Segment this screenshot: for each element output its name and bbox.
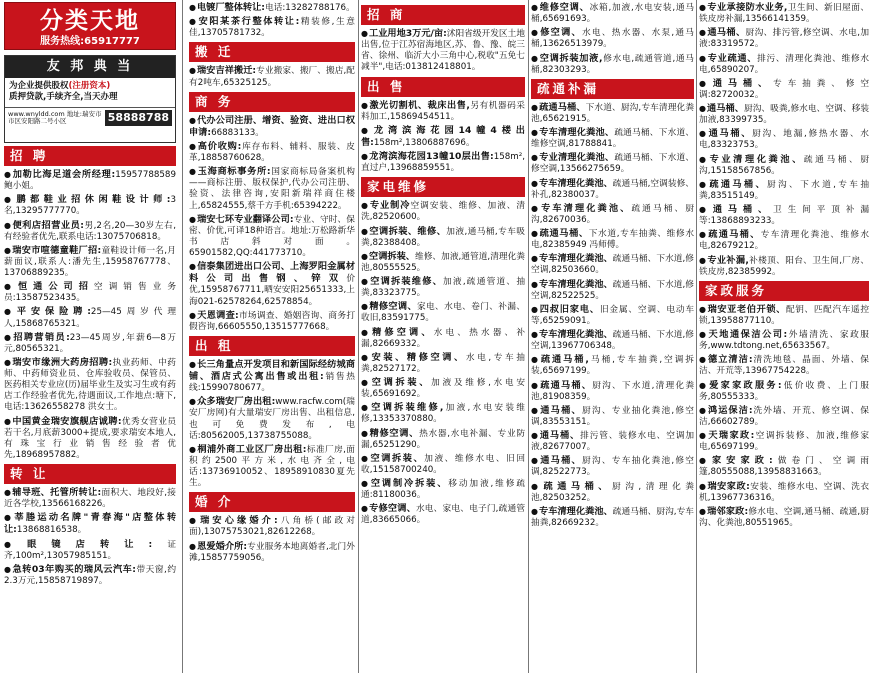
- listing-heading: ● 空调拆装、: [361, 251, 415, 262]
- classified-listing: [699, 154, 869, 177]
- listing-text: 158m²,直过户,13968859551。: [361, 152, 525, 174]
- classified-listing: [4, 332, 176, 355]
- listing-text: 面积大、地段好,接近各学校,13566168226。: [4, 488, 176, 510]
- advert-line1-red: (注册资本): [68, 81, 111, 91]
- listing-text: 3名,13295777770。: [4, 195, 176, 217]
- classified-listing: [531, 178, 694, 201]
- classified-listing: [189, 2, 355, 14]
- listing-text: 水电,专车抽粪,82527172。: [361, 352, 525, 374]
- listing-heading: ● 龙湾滨海花园13幢10层出售:: [361, 151, 494, 162]
- listing-text: 疏通马桶、厨沟,82670036。: [531, 203, 694, 225]
- listing-text: 优秀女营业员若干名,月底薪3000+提成,要求瑞安本地人,有珠宝行业销售经验者优先,18968957882。: [4, 416, 176, 460]
- listing-text: 修水电、空调,通马桶、疏通,厨沟、化粪池,80551965。: [699, 506, 869, 528]
- listing-text: 厨沟、下水道,清理化粪池,81908359。: [531, 380, 694, 402]
- listing-text: 沭阳省级开发区土地出售,位于江苏宿海地区,苏、鲁、豫、皖三省、徐州、临沂大小三角中心,税收"五免七减半",电话:013812418801。: [361, 29, 525, 73]
- classified-listing: [699, 53, 869, 76]
- listing-text: 精装修,生意佳,13705781732。: [189, 17, 355, 39]
- classified-listing: [699, 329, 869, 352]
- listing-heading: ● 天地通保洁公司:: [699, 329, 787, 340]
- classified-listing: [361, 377, 525, 400]
- column-divider: [528, 0, 529, 673]
- listing-text: 市场调查、婚姻咨询、商务打假咨询,66605550,13515777668。: [189, 310, 355, 332]
- listing-text: 修水电,疏通管道,通马桶,82303293。: [531, 53, 694, 75]
- listing-text: 水电、家电、电子门,疏通管道,83665066。: [361, 504, 525, 526]
- listing-heading: ● 鹏都鞋业招休闲鞋设计师:: [4, 194, 170, 205]
- listing-text: 疏通马桶、下水道、维修空调,81788841。: [531, 128, 694, 150]
- listing-heading: ● 瑞安心缘婚介:: [189, 515, 278, 526]
- listing-heading: ● 专车清理化粪池、: [531, 253, 613, 264]
- classified-listing: [531, 481, 694, 504]
- classified-listing: [361, 276, 525, 299]
- classified-listing: [531, 329, 694, 352]
- classified-listing: [189, 310, 355, 333]
- listing-heading: ● 安装、精修空调、: [361, 352, 466, 363]
- classified-listing: [531, 27, 694, 50]
- classified-listing: [189, 214, 355, 260]
- listing-text: 安装、维修水电、空调、洗衣机,13967736316。: [699, 481, 869, 503]
- classified-listing: [699, 455, 869, 478]
- listing-heading: ● 精修空调、: [361, 428, 419, 439]
- listing-heading: ● 家安家政:: [699, 455, 773, 466]
- listing-heading: ● 空调拆装、: [361, 453, 424, 464]
- classified-listing: [531, 430, 694, 453]
- listing-heading: ● 通马桶、: [531, 455, 582, 466]
- listing-text: 旧金属、空调、电动车等,65259091。: [531, 304, 694, 326]
- listing-heading: ● 桐浦外商工业区厂房出租:: [189, 444, 306, 455]
- listing-heading: ● 空调拆装维修、: [361, 276, 443, 287]
- listing-text: 卫生间平顶补漏等:13868893233。: [699, 205, 869, 227]
- classified-listing: [4, 220, 176, 243]
- listing-heading: ● 通马桶、: [699, 27, 746, 38]
- column-divider: [182, 0, 183, 673]
- listing-heading: ● 空调拆装、: [361, 377, 431, 388]
- listing-heading: ● 通马桶、: [531, 430, 580, 441]
- listing-text: 加液,水电安装维修,13353370880。: [361, 403, 525, 425]
- classified-listing: [189, 515, 355, 538]
- listing-text: 厨沟、专车抽化粪池,修空调,82522773。: [531, 456, 694, 478]
- listing-heading: ● 瑞邻家政:: [699, 506, 748, 517]
- listing-heading: ● 瑞安市缘洲大药房招聘:: [4, 357, 112, 368]
- listing-heading: ● 专业补漏,: [699, 255, 749, 266]
- listing-text: 15957788589 鲍小姐。: [4, 170, 176, 192]
- classified-listing: [699, 430, 869, 453]
- classified-listing: [361, 478, 525, 501]
- listing-heading: ● 急转03年购买的瑞风云汽车:: [4, 564, 136, 575]
- listing-heading: ● 疏通马桶、: [531, 481, 612, 492]
- listing-text: 标准厂房,面积约2500平方米,水电齐全,电话:13736910052、18958910830夏先生。: [189, 444, 355, 489]
- listing-text: 童鞋设计师一名,月薪面议,联系人:潘先生,15958767778、13706889235。: [4, 245, 176, 278]
- section-header: 转 让: [4, 464, 176, 484]
- advert-address: www.wnyldd.com 地址:瑞安市市区安阳路二号小区: [8, 109, 102, 126]
- classified-listing: [699, 255, 869, 278]
- column-5: [699, 2, 869, 531]
- listing-text: 八角桥(邮政对面),13075753021,82612268。: [189, 516, 355, 538]
- listing-heading: ● 四叔旧家电、: [531, 304, 600, 315]
- classified-listing: [699, 2, 869, 25]
- listing-text: 加液,疏通管道、抽粪,83323775。: [361, 277, 525, 299]
- column-4: [531, 2, 694, 531]
- listing-heading: ● 瑞安七环专业翻译公司:: [189, 214, 294, 225]
- listing-text: 排污管、装修水电、空调加液,82677007。: [531, 431, 694, 453]
- classified-listing: [189, 359, 355, 394]
- advert-phone: 58888788: [105, 110, 172, 126]
- listing-text: 158m²,13806887696。: [373, 137, 475, 148]
- classified-listing: [531, 304, 694, 327]
- listing-text: 销售热线:15990780677。: [189, 372, 355, 394]
- listing-text: 加液、维修水电、旧回收,15158700240。: [361, 453, 525, 475]
- listing-text: 男,2名,20—30岁左右,有经验者优先,联系电话:13075706818。: [4, 220, 176, 242]
- listing-text: 执业药师、中药师、中药师资业员、仓库验收员、保管员、医药相关专业应(历)届毕业生及实习生或有药店工作经验者优先,待遇面议,工作地点:塘下,电话:13626558278 洪女士。: [4, 357, 176, 413]
- classified-listing: [361, 352, 525, 375]
- listing-text: 专业服务本地离婚者,北门外滩,15857759056。: [189, 541, 355, 563]
- classified-listing: [699, 103, 869, 126]
- classified-listing: [699, 128, 869, 151]
- advert-line1: 为企业提供股权: [9, 81, 69, 91]
- listing-heading: ● 通马桶、: [531, 405, 582, 416]
- classified-listing: [189, 65, 355, 88]
- section-header: 出 售: [361, 77, 525, 97]
- listing-heading: ● 辅导班、托管所转让:: [4, 487, 101, 498]
- classified-listing: [361, 503, 525, 526]
- listing-text: 另有机器码采料加工,15869454511。: [361, 100, 525, 122]
- listing-heading: ● 通马桶、: [699, 103, 744, 114]
- classified-listing: [361, 402, 525, 425]
- listing-heading: ● 恩爱婚介所:: [189, 541, 247, 552]
- classified-listing: [699, 354, 869, 377]
- listing-text: 空调销售业务员:13587523435。: [4, 282, 176, 304]
- listing-text: 电话:13282788176。: [264, 3, 355, 13]
- listing-heading: ● 通马桶、: [699, 204, 773, 215]
- listing-text: 厨沟、下水道,专车抽粪,83515149。: [699, 179, 869, 201]
- listing-heading: ● 精修空调、: [361, 327, 434, 338]
- listing-text: 卫生间、新旧屋面、铁皮房补漏,13566141359。: [699, 3, 869, 25]
- listing-heading: ● 玉海商标事务所:: [189, 166, 271, 177]
- listing-heading: ● 空调拆装维修,: [361, 402, 443, 413]
- section-header: 招 聘: [4, 146, 176, 166]
- listing-heading: ● 平安保险聘:: [4, 306, 91, 317]
- listing-heading: ● 专车清理化粪池、: [531, 127, 614, 138]
- listing-text: 厨沟、专业抽化粪池,修空调,83553151。: [531, 405, 694, 427]
- classified-listing: [189, 166, 355, 212]
- listing-text: 下水道,专车抽粪、维修水电,82385949 冯师傅。: [531, 229, 694, 251]
- listing-heading: ● 通马桶、: [699, 78, 773, 89]
- listing-heading: ● 便利店招营业员:: [4, 220, 84, 231]
- listing-heading: ● 眼镜店转让:: [4, 539, 152, 550]
- listing-heading: ● 疏通马桶、: [699, 179, 767, 190]
- classified-listing: [189, 396, 355, 442]
- classified-listing: [189, 444, 355, 490]
- listing-heading: ● 疏通马桶、: [699, 229, 761, 240]
- classified-listing: [189, 261, 355, 308]
- listing-text: 带天窗,约2.3万元,15858719897。: [4, 564, 176, 586]
- classified-listing: [531, 455, 694, 478]
- listing-text: 厨沟、排污管,修空调、水电,加液:83319572。: [699, 28, 869, 50]
- listing-heading: ● 疏通马桶、: [531, 102, 586, 113]
- section-header: 搬 迁: [189, 42, 355, 62]
- listing-heading: ● 瑞安市喧德童鞋厂招:: [4, 245, 101, 256]
- listing-text: 洗外墙、开荒、修空调、保洁,66602789。: [699, 405, 869, 427]
- listing-heading: ● 专车清理化粪池、: [531, 279, 613, 290]
- listing-text: 疏通马桶、下水道,修空调,82522525。: [531, 279, 694, 301]
- listing-text: 25—45周岁代理人,15868765321。: [4, 307, 176, 329]
- classified-listing: [361, 428, 525, 451]
- listing-text: 厨沟,清理化粪池,82503252。: [531, 481, 694, 503]
- listing-heading: ● 修空调、: [531, 27, 582, 38]
- listing-heading: ● 疏通马桶、: [531, 380, 592, 391]
- listing-heading: ● 龙湾滨海花园14幢4楼出售:: [361, 125, 525, 148]
- listing-text: 低价收费、上门服务,80555333。: [699, 380, 869, 402]
- listing-text: 加液及维修,水电安装,65691692。: [361, 378, 525, 400]
- listing-heading: ● 加勒比海足道会所经理:: [4, 169, 115, 180]
- listing-heading: ● 专车清理化粪池、: [531, 506, 613, 517]
- classified-listing: [531, 506, 694, 529]
- classified-listing: [531, 102, 694, 125]
- classified-listing: [4, 281, 176, 304]
- classified-listing: [361, 301, 525, 324]
- listing-heading: ● 安阳某茶行整体转让:: [189, 16, 299, 27]
- classified-listing: [361, 200, 525, 223]
- classified-listing: [4, 564, 176, 587]
- column-divider: [358, 0, 359, 673]
- listing-text: 疏通马桶、下水道、修空调,13566275659。: [531, 153, 694, 175]
- listing-heading: ● 疏通马桶,: [531, 354, 589, 365]
- listing-heading: ● 专业承接防水业务,: [699, 2, 787, 13]
- listing-text: 补楼顶、阳台、卫生间,厂房、铁皮房,82385992。: [699, 255, 869, 277]
- classified-listing: [531, 2, 694, 25]
- advert-title: 友 邦 典 当: [5, 56, 175, 78]
- listing-text: 23—45周岁,年薪6—8万元,80565321。: [4, 332, 176, 354]
- listing-text: 厨沟、地漏,修热水器、水电,83323753。: [699, 129, 869, 151]
- listing-heading: ● 专业疏通、: [699, 53, 757, 64]
- listing-text: 维修、加液,通管道,清理化粪池,80555525。: [361, 251, 525, 273]
- listing-text: 专车清理化粪池、维修水电,82679212。: [699, 230, 869, 252]
- classified-listing: [189, 141, 355, 164]
- section-header: 商 务: [189, 92, 355, 112]
- classified-listing: [361, 151, 525, 174]
- listing-text: 下水道、厨沟,专车清理化粪池,65621915。: [531, 102, 694, 124]
- listing-text: 水电、热水器、水泵,通马桶,13626513979。: [531, 28, 694, 50]
- listing-text: 库存布料、辅料、服装、皮革,18858760628。: [189, 141, 355, 163]
- classified-listing: [189, 16, 355, 39]
- listing-heading: ● 空调制冷拆装、: [361, 478, 448, 489]
- listing-text: 疏通马桶,空调装修、补孔,82380037。: [531, 178, 694, 200]
- classified-listing: [699, 405, 869, 428]
- classified-listing: [699, 304, 869, 327]
- listing-text: 水电、热水器、补漏,82669332。: [361, 327, 525, 349]
- listing-heading: ● 莘塍运动名牌"青春海"店整体转让:: [4, 512, 176, 535]
- listing-heading: ● 瑞安家政:: [699, 481, 750, 492]
- classified-listing: [699, 179, 869, 202]
- listing-heading: ● 维修空调、: [531, 2, 590, 13]
- column-3: [361, 2, 525, 529]
- classified-listing: [4, 194, 176, 217]
- classified-listing: [361, 125, 525, 149]
- classified-listing: [361, 226, 525, 249]
- listing-text: 66883133。: [211, 127, 264, 138]
- listing-heading: ● 专车清理化粪池、: [531, 178, 613, 189]
- listing-text: 配钥、匹配汽车遥控锁,13958877110。: [699, 304, 869, 326]
- listing-text: 做卷门、空调雨篷,80555088,13958831663。: [699, 456, 869, 478]
- classified-listing: [531, 152, 694, 175]
- listing-text: 移动加液,维修疏通:81180036。: [361, 479, 525, 501]
- listing-text: 清洗地毯、晶面、外墙、保洁、开荒等,13967754228。: [699, 355, 869, 377]
- classified-listing: [361, 251, 525, 274]
- listing-text: 疏通马桶、厨沟,15158567856。: [699, 154, 869, 176]
- listing-heading: ● 长三角量点开发项目和新国际经纺城商铺、酒店式公寓出售或出租:: [189, 359, 355, 382]
- page-title: 分类天地: [40, 7, 140, 34]
- advert-body: [5, 78, 175, 107]
- listing-heading: ● 专车清理化粪池、: [531, 203, 631, 214]
- listing-text: 外墙清洗、家政服务,www.tdtong.net,65633567。: [699, 330, 869, 352]
- listing-heading: ● 专业制冷: [361, 200, 410, 211]
- listing-heading: ● 空调拆装加液,: [531, 53, 603, 64]
- listing-heading: ● 高价收购:: [189, 141, 241, 152]
- listing-text: 空调安装、维修、加液、清洗,82520600。: [361, 201, 525, 223]
- advert-line2: 质押贷款,手续齐全,当天办理: [9, 92, 118, 103]
- classified-listing: [189, 541, 355, 564]
- section-header: 疏通补漏: [531, 79, 694, 99]
- listing-text: 马桶,专车抽粪,空调拆装,65697199。: [531, 355, 694, 377]
- listing-text: 专业搬家、搬厂、搬店,配有2吨车,65325125。: [189, 66, 355, 88]
- listing-heading: ● 招聘营销员:: [4, 332, 70, 343]
- classified-listing: [699, 204, 869, 227]
- classified-listing: [4, 357, 176, 414]
- pawnshop-advert: [4, 55, 176, 143]
- listing-heading: ● 电镀厂整体转让:: [189, 2, 265, 13]
- listing-heading: ● 通马桶、: [699, 128, 752, 139]
- classified-listing: [4, 169, 176, 192]
- listing-heading: ● 专车清理化粪池、: [531, 329, 613, 340]
- classified-listing: [699, 481, 869, 504]
- classified-listing: [4, 306, 176, 329]
- listing-heading: ● 激光切割机、裁床出售,: [361, 100, 470, 111]
- section-header: 出 租: [189, 336, 355, 356]
- column-2: [189, 2, 355, 566]
- listing-heading: ● 天瑞家政:: [699, 430, 754, 441]
- listing-text: 专车抽粪、修空调:82720032。: [699, 78, 869, 100]
- classified-listing: [531, 228, 694, 251]
- classified-listing: [4, 539, 176, 562]
- listing-text: 家电、水电、卷门、补漏、收旧,83591775。: [361, 302, 525, 324]
- classified-listing: [531, 127, 694, 150]
- listing-heading: ● 德立清洁:: [699, 354, 753, 365]
- listing-text: 证齐,100m²,13057985151。: [4, 539, 176, 561]
- listing-text: 价优,15958767711,晒安安阳25651333,上海021-62578264,62578854。: [189, 274, 355, 307]
- classified-listing: [361, 28, 525, 74]
- listing-heading: ● 瑞安吉祥搬迁:: [189, 65, 256, 76]
- listing-heading: ● 爱家家政服务:: [699, 380, 782, 391]
- listing-heading: ● 鸿运保洁:: [699, 405, 753, 416]
- classified-listing: [531, 279, 694, 302]
- classified-listing: [531, 354, 694, 377]
- listing-heading: ● 专业清理化粪池、: [699, 154, 804, 165]
- classified-listing: [531, 380, 694, 403]
- listing-text: 国家商标局备案机构——商标注册、版权保护,代办公司注册、验资、法律咨询,安阳新瑞祥商住楼上,65824555,蔡千方手机:65394222。: [189, 167, 355, 211]
- listing-text: www.racfw.com(瑞安厂房网)有大量瑞安厂房出售、出租信息,也可免费发布,电话:80562005,13738755088。: [189, 397, 355, 441]
- section-header: 家政服务: [699, 281, 869, 301]
- classified-listing: [699, 78, 869, 101]
- listing-heading: ● 精修空调、: [361, 301, 417, 312]
- section-header: 家电维修: [361, 177, 525, 197]
- classified-listing: [531, 203, 694, 226]
- listing-heading: ● 专业清理化粪池、: [531, 152, 614, 163]
- listing-text: 疏通马桶、下水道,修空调,13967706348。: [531, 330, 694, 352]
- listing-heading: ● 瑞安亚老伯开锁、: [699, 304, 786, 315]
- classified-listing: [531, 53, 694, 76]
- classified-listing: [4, 487, 176, 510]
- classified-listing: [699, 380, 869, 403]
- listing-heading: ● 天恩调查:: [189, 310, 239, 321]
- classified-listing: [531, 405, 694, 428]
- column-1: [4, 2, 176, 589]
- listing-text: 排污、清理化粪池、维修水电,65890207。: [699, 53, 869, 75]
- classified-listing: [531, 253, 694, 276]
- listing-text: 热水器,水电补漏、专业防漏,65251290。: [361, 428, 525, 450]
- section-header: 婚 介: [189, 492, 355, 512]
- listing-text: 疏通马桶、厨沟,专车抽粪,82669232。: [531, 506, 694, 528]
- service-hotline: 服务热线:65917777: [40, 36, 140, 48]
- listing-text: 专业、守时、保密、价优,可译18种语言。地址:万松路新华书店斜对面。65901582,QQ:441773710。: [189, 214, 355, 258]
- section-banner-logo: [4, 2, 176, 50]
- column-divider: [696, 0, 697, 673]
- listing-text: 加液,通马桶,专车吸粪,82388408。: [361, 226, 525, 248]
- classified-listing: [4, 512, 176, 536]
- listing-heading: ● 信泰集团进出口公司、上海罗阳金属材料公司出售钢、锌双: [189, 261, 355, 284]
- advert-footer: [5, 107, 175, 129]
- classified-listing: [4, 245, 176, 279]
- classified-listing: [189, 115, 355, 139]
- listing-heading: ● 代办公司注册、增资、验资、进出口权申请:: [189, 115, 355, 138]
- classified-listing: [699, 229, 869, 252]
- listing-heading: ● 中国黄金瑞安旗舰店诚聘:: [4, 416, 122, 427]
- listing-text: 空调拆装修、加液,维修家电,65697199。: [699, 431, 869, 453]
- listing-heading: ● 空调拆装、维修、: [361, 226, 446, 237]
- section-header: 招 商: [361, 5, 525, 25]
- classified-listing: [699, 506, 869, 529]
- listing-text: 冰箱,加液,水电安装,通马桶,65691693。: [531, 3, 694, 25]
- listing-text: 厨沟、吸粪,修水电、空调、移装加液,83399735。: [699, 104, 869, 126]
- classified-listing: [361, 453, 525, 476]
- listing-heading: ● 众多瑞安厂房出租:: [189, 396, 275, 407]
- classified-listing: [699, 27, 869, 50]
- listing-heading: ● 专修空调、: [361, 503, 416, 514]
- classified-listing: [4, 416, 176, 462]
- listing-heading: ● 工业用地3万元/亩:: [361, 28, 447, 39]
- listing-heading: ● 疏通马桶、: [531, 228, 589, 239]
- classified-listing: [361, 100, 525, 123]
- listing-text: 疏通马桶、下水道,修空调,82503660。: [531, 254, 694, 276]
- classified-listing: [361, 327, 525, 350]
- listing-heading: ● 恒通公司招: [4, 281, 94, 292]
- listing-text: 13868816538。: [16, 525, 87, 536]
